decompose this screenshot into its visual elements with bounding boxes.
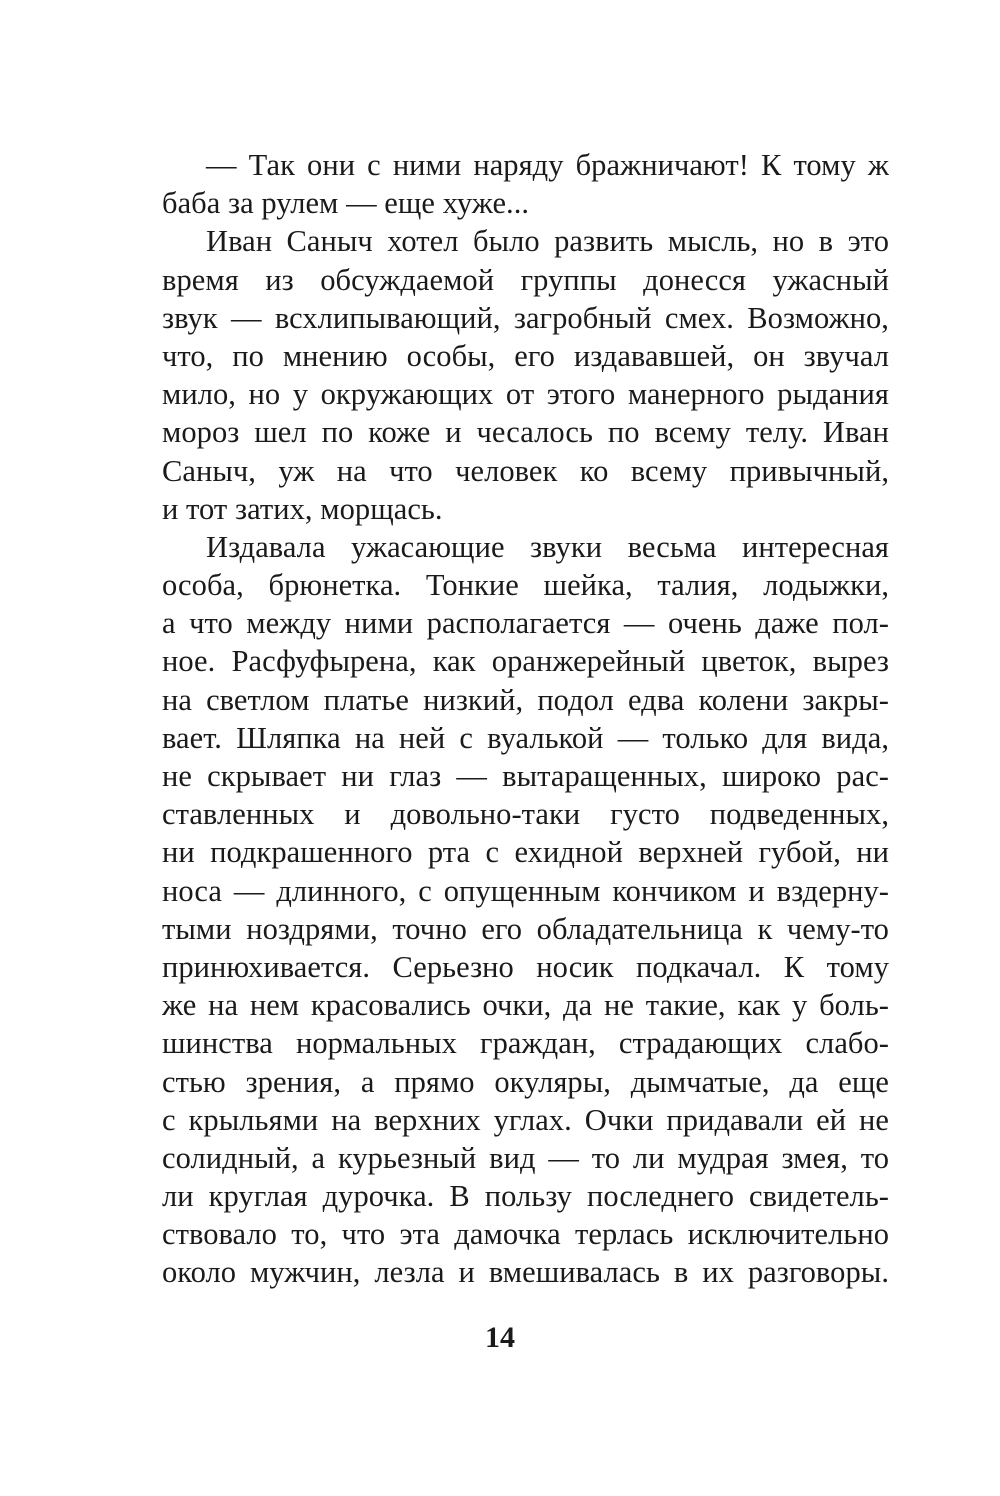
text-line: ли круглая дурочка. В пользу последнего свидетель- <box>162 1179 889 1214</box>
text-line: особа, брюнетка. Тонкие шейка, талия, лодыжки, <box>162 568 889 603</box>
text-line: не скрывает ни глаз — вытаращенных, широко рас- <box>162 759 889 793</box>
text-line: шинства нормальных граждан, страдающих слабо- <box>162 1026 889 1061</box>
text-line: мороз шел по коже и чесалось по всему телу. Иван <box>162 415 889 450</box>
text-line: Саныч, уж на что человек ко всему привычный, <box>162 453 889 488</box>
text-line: мило, но у окружающих от этого манерного рыдания <box>162 377 889 412</box>
text-line: с крыльями на верхних углах. Очки придавали ей не <box>162 1102 889 1137</box>
body-text <box>162 146 889 1292</box>
page-number: 14 <box>485 1321 515 1354</box>
text-line: что, по мнению особы, его издававшей, он звучал <box>162 338 889 373</box>
text-line: ствовало то, что эта дамочка терлась исключительно <box>162 1217 889 1252</box>
text-line: ное. Расфуфырена, как оранжерейный цветок, вырез <box>162 644 889 679</box>
text-line: — Так они с ними наряду бражничают! К тому ж <box>206 148 889 182</box>
text-line: Иван Саныч хотел было развить мысль, но в это <box>206 224 889 259</box>
text-line: принюхивается. Серьезно носик подкачал. К тому <box>162 949 889 984</box>
text-line: ни подкрашенного рта с ехидной верхней губой, ни <box>162 835 889 870</box>
text-line: а что между ними располагается — очень даже пол- <box>162 606 889 641</box>
text-line: тыми ноздрями, точно его обладательница к чему-то <box>162 911 889 946</box>
text-line: звук — всхлипывающий, загробный смех. Возможно, <box>162 300 889 335</box>
text-line: стью зрения, а прямо окуляры, дымчатые, да еще <box>162 1064 889 1099</box>
text-line: носа — длинного, с опущенным кончиком и вздерну- <box>162 873 889 908</box>
text-line: на светлом платье низкий, подол едва колени закры- <box>162 682 889 717</box>
text-line: время из обсуждаемой группы донесся ужасный <box>162 262 889 297</box>
text-line: ставленных и довольно-таки густо подведенных, <box>162 797 889 832</box>
text-line: и тот затих, морщась. <box>162 491 443 526</box>
text-line: баба за рулем — еще хуже... <box>162 186 530 221</box>
text-line: вает. Шляпка на ней с вуалькой — только для вида, <box>162 720 889 755</box>
text-line: Издавала ужасающие звуки весьма интересная <box>206 529 889 564</box>
text-line: солидный, а курьезный вид — то ли мудрая змея, то <box>162 1140 889 1175</box>
text-line: же на нем красовались очки, да не такие, как у боль- <box>162 988 889 1023</box>
text-line: около мужчин, лезла и вмешивалась в их разговоры. <box>162 1255 889 1290</box>
